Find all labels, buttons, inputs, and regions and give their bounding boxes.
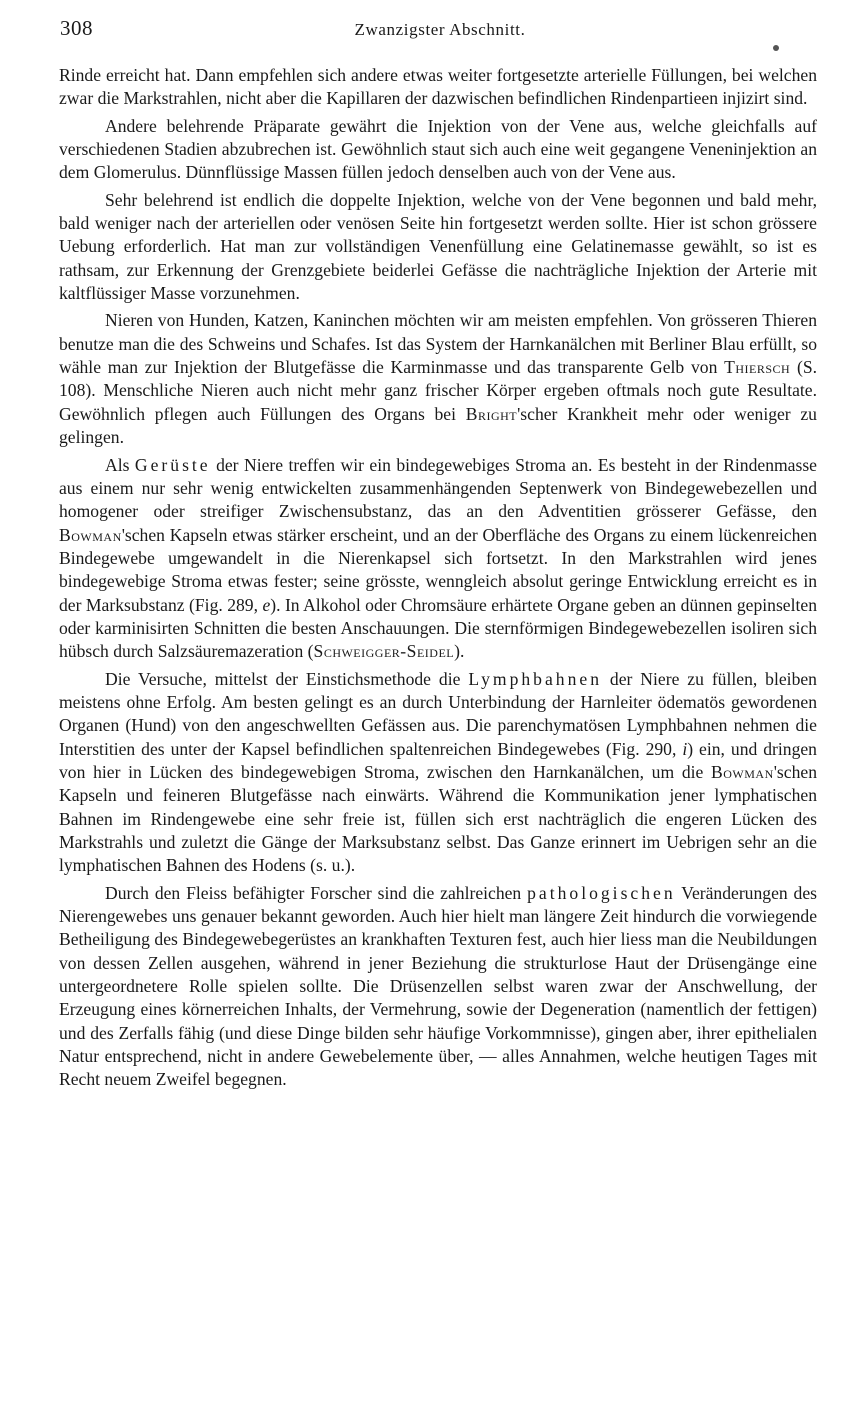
paragraph-3: Sehr belehrend ist endlich die doppelte Injektion, welche von der Vene begonnen und bald mehr, bald weniger nach der arteriellen oder venösen Seite hin fortgesetzt werden sollte. Hier ist schon grössere Uebung erforderlich. Hat man zur vollständigen Venenfüllung eine Gelatinemasse gewählt, so ist es rathsam, zur Erkennung der Grenzgebiete beiderlei Gefässe die nachträgliche Injektion der Arterie mit kaltflüssiger Masse vorzunehmen. xyxy=(59,189,817,304)
spaced-term-geruste: Gerüste xyxy=(134,454,211,475)
paragraph-5-text-e: ). xyxy=(454,641,465,662)
paragraph-7-text-a: Durch den Fleiss befähigter Forscher sind die zahlreichen xyxy=(105,882,522,903)
paragraph-6-text-c: ) ein, und dringen von hier in Lücken des bindegewebigen Stroma, zwischen den Harnkanälchen, um die xyxy=(59,738,817,782)
spaced-term-lymphbahnen: Lymphbahnen xyxy=(468,668,602,689)
paragraph-4 xyxy=(59,309,817,449)
paragraph-7-text-b: Veränderungen des Nierengewebes uns genauer bekannt geworden. Auch hier hielt man längere Zeit hindurch die vorwiegende Betheiligung des Bindegewebegerüstes an krankhaften Texturen fest, auch hier liess man die Neubildungen von dessen Zellen ausgehen, während in jener Beziehung die strukturlose Haut der Drüsengänge eine untergeordnetere Rolle spielen sollte. Die Drüsenzellen selbst waren zwar der Anschwellung, der Erzeugung eines körnerreichen Inhalts, der Vermehrung, sowie der Degeneration (namentlich der fettigen) und des Zerfalls fähig (und diese Dinge bilden sehr häufige Vorkommnisse), gingen aber, ihrer epithelialen Natur entsprechend, nicht in andere Gewebelemente über, — alles Annahmen, welche heutigen Tages mit Recht neuem Zweifel begegnen. xyxy=(59,882,817,1090)
page-number: 308 xyxy=(60,16,93,40)
author-name-bright: Bright xyxy=(465,403,518,424)
paragraph-6 xyxy=(59,668,817,878)
figure-label-e: e xyxy=(262,594,271,615)
author-name-bowman: Bowman xyxy=(59,524,122,545)
author-name-bowman-2: Bowman xyxy=(711,761,774,782)
paragraph-4-text-b: (S. 108). Menschliche Nieren auch nicht mehr ganz frischer Körper ergeben oftmals noch gute Resultate. Gewöhnlich pflegen auch Füllungen des Organs bei xyxy=(59,357,818,424)
paragraph-6-text-a: Die Versuche, mittelst der Einstichsmethode die xyxy=(105,668,461,689)
paragraph-5-text-c: 'schen Kapseln etwas stärker erscheint, und an der Oberfläche des Organs zu einem lückenreichen Bindegewebe umgewandelt in die Nierenkapsel sich fortsetzt. In den Markstrahlen wird jenes bindegewebige Stroma etwas fester; seine grösste, wenngleich absolut geringe Entwicklung erreicht es in der Marksubstanz (Fig. 289, xyxy=(59,524,817,615)
figure-label-i: i xyxy=(682,738,688,759)
paragraph-5-text-b: der Niere treffen wir ein bindegewebiges Stroma an. Es besteht in der Rindenmasse aus einem nur sehr wenig entwickelten zusammenhängenden Septenwerk von Bindegewebezellen und homogener oder streifiger Zwischensubstanz, das an den Adventitien grösserer Gefässe, den xyxy=(59,454,817,522)
paragraph-5-text-d: ). In Alkohol oder Chromsäure erhärtete Organe geben an dünnen gepinselten oder karminisirten Schnitten die besten Anschauungen. Die sternförmigen Bindegewebezellen isoliren sich hübsch durch Salzsäuremazeration ( xyxy=(59,594,817,662)
paragraph-7 xyxy=(59,882,817,1092)
spaced-term-pathologischen: pathologischen xyxy=(527,882,676,903)
paragraph-5 xyxy=(59,454,817,664)
author-name-schweigger-seidel: Schweigger-Seidel xyxy=(313,641,455,662)
running-title: Zwanzigster Abschnitt. xyxy=(354,20,526,39)
paragraph-4-text-c: 'scher Krankheit mehr oder weniger zu gelingen. xyxy=(59,403,817,448)
paragraph-5-text-a: Als xyxy=(105,454,130,475)
print-speck xyxy=(773,45,779,51)
paragraph-6-text-d: 'schen Kapseln und feineren Blutgefässe nach einwärts. Während die Kommunikation jener lymphatischen Bahnen im Rindengewebe eine sehr freie ist, füllen sich erst nachträglich die engeren Lücken des Markstrahls und zuletzt die Gänge der Marksubstanz selbst. Das Ganze erinnert im Uebrigen sehr an die lymphatischen Bahnen des Hodens (s. u.). xyxy=(59,761,817,876)
paragraph-1: Rinde erreicht hat. Dann empfehlen sich andere etwas weiter fortgesetzte arterielle Füllungen, bei welchen zwar die Markstrahlen, nicht aber die Kapillaren der dazwischen befindlichen Rindenpartieen injizirt sind. xyxy=(59,65,817,109)
paragraph-6-text-b: der Niere zu füllen, bleiben meistens ohne Erfolg. Am besten gelingt es an durch Unterbindung der Harnleiter ödematös gewordenen Organen (Hund) von den angeschwellten Gefässen aus. Die parenchymatösen Lymphbahnen nehmen die Interstitien des unter der Kapsel befindlichen spaltenreichen Bindegewebes (Fig. 290, xyxy=(59,668,817,759)
body-text xyxy=(59,64,817,1096)
paragraph-4-text-a: Nieren von Hunden, Katzen, Kaninchen möchten wir am meisten empfehlen. Von grösseren Thieren benutze man die des Schweins und Schafes. Ist das System der Harnkanälchen mit Berliner Blau erfüllt, so wähle man zur Injektion der Blutgefässe die Karminmasse und das transparente Gelb von xyxy=(59,310,817,378)
author-name-thiersch: Thiersch xyxy=(724,357,791,378)
paragraph-2: Andere belehrende Präparate gewährt die Injektion von der Vene aus, welche gleichfalls auf verschiedenen Stadien abzubrechen ist. Gewöhnlich staut sich auch eine weit gegangene Veneninjektion an dem Glomerulus. Dünnflüssige Massen füllen jedoch denselben auch von der Vene aus. xyxy=(59,115,817,183)
